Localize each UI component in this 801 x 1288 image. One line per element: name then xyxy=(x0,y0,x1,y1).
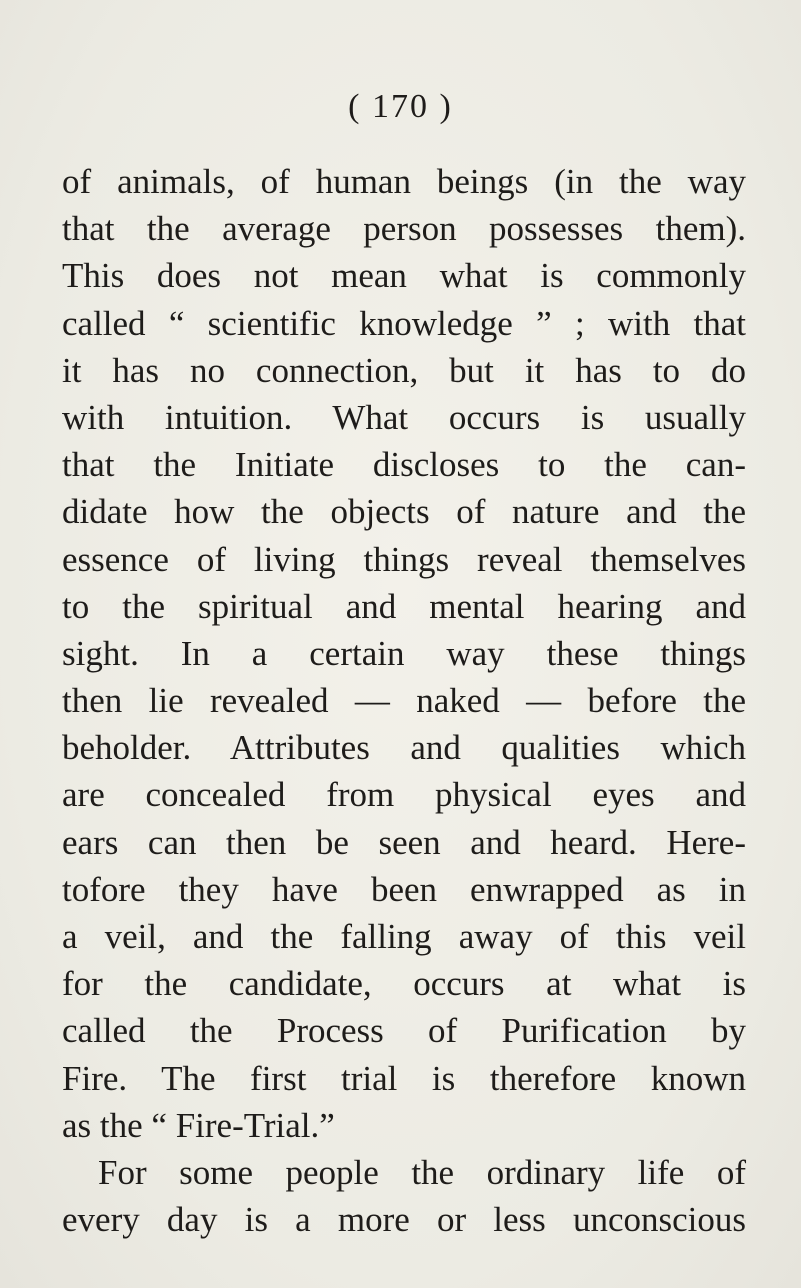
text-line: essence of living things reveal themselves xyxy=(62,539,746,579)
text-line: This does not mean what is commonly xyxy=(62,256,746,296)
text-line: are concealed from physical eyes and xyxy=(62,775,746,815)
text-line: ears can then be seen and heard. Here- xyxy=(62,822,746,862)
text-line: that the Initiate discloses to the can- xyxy=(62,445,746,485)
text-line: tofore they have been enwrapped as in xyxy=(62,869,746,909)
text-line: to the spiritual and mental hearing and xyxy=(62,586,746,626)
body-text xyxy=(62,158,746,1243)
text-line: as the “ Fire-Trial.” xyxy=(62,1105,335,1145)
text-line: For some people the ordinary life of xyxy=(98,1152,746,1192)
text-line: that the average person possesses them). xyxy=(62,209,746,249)
text-line: every day is a more or less unconscious xyxy=(62,1200,746,1240)
text-line: called the Process of Purification by xyxy=(62,1011,746,1051)
text-line: for the candidate, occurs at what is xyxy=(62,964,746,1004)
text-line: didate how the objects of nature and the xyxy=(62,492,746,532)
text-line: of animals, of human beings (in the way xyxy=(62,162,746,201)
page-number: ( 170 ) xyxy=(348,88,453,125)
text-line: sight. In a certain way these things xyxy=(62,633,746,673)
text-line: then lie revealed — naked — before the xyxy=(62,681,746,721)
text-line: a veil, and the falling away of this veil xyxy=(62,917,746,956)
text-line: it has no connection, but it has to do xyxy=(62,350,746,390)
text-line: beholder. Attributes and qualities which xyxy=(62,728,746,768)
text-line: called “ scientific knowledge ” ; with that xyxy=(62,303,746,343)
text-line: Fire. The first trial is therefore known xyxy=(62,1058,746,1098)
text-line: with intuition. What occurs is usually xyxy=(62,397,746,437)
